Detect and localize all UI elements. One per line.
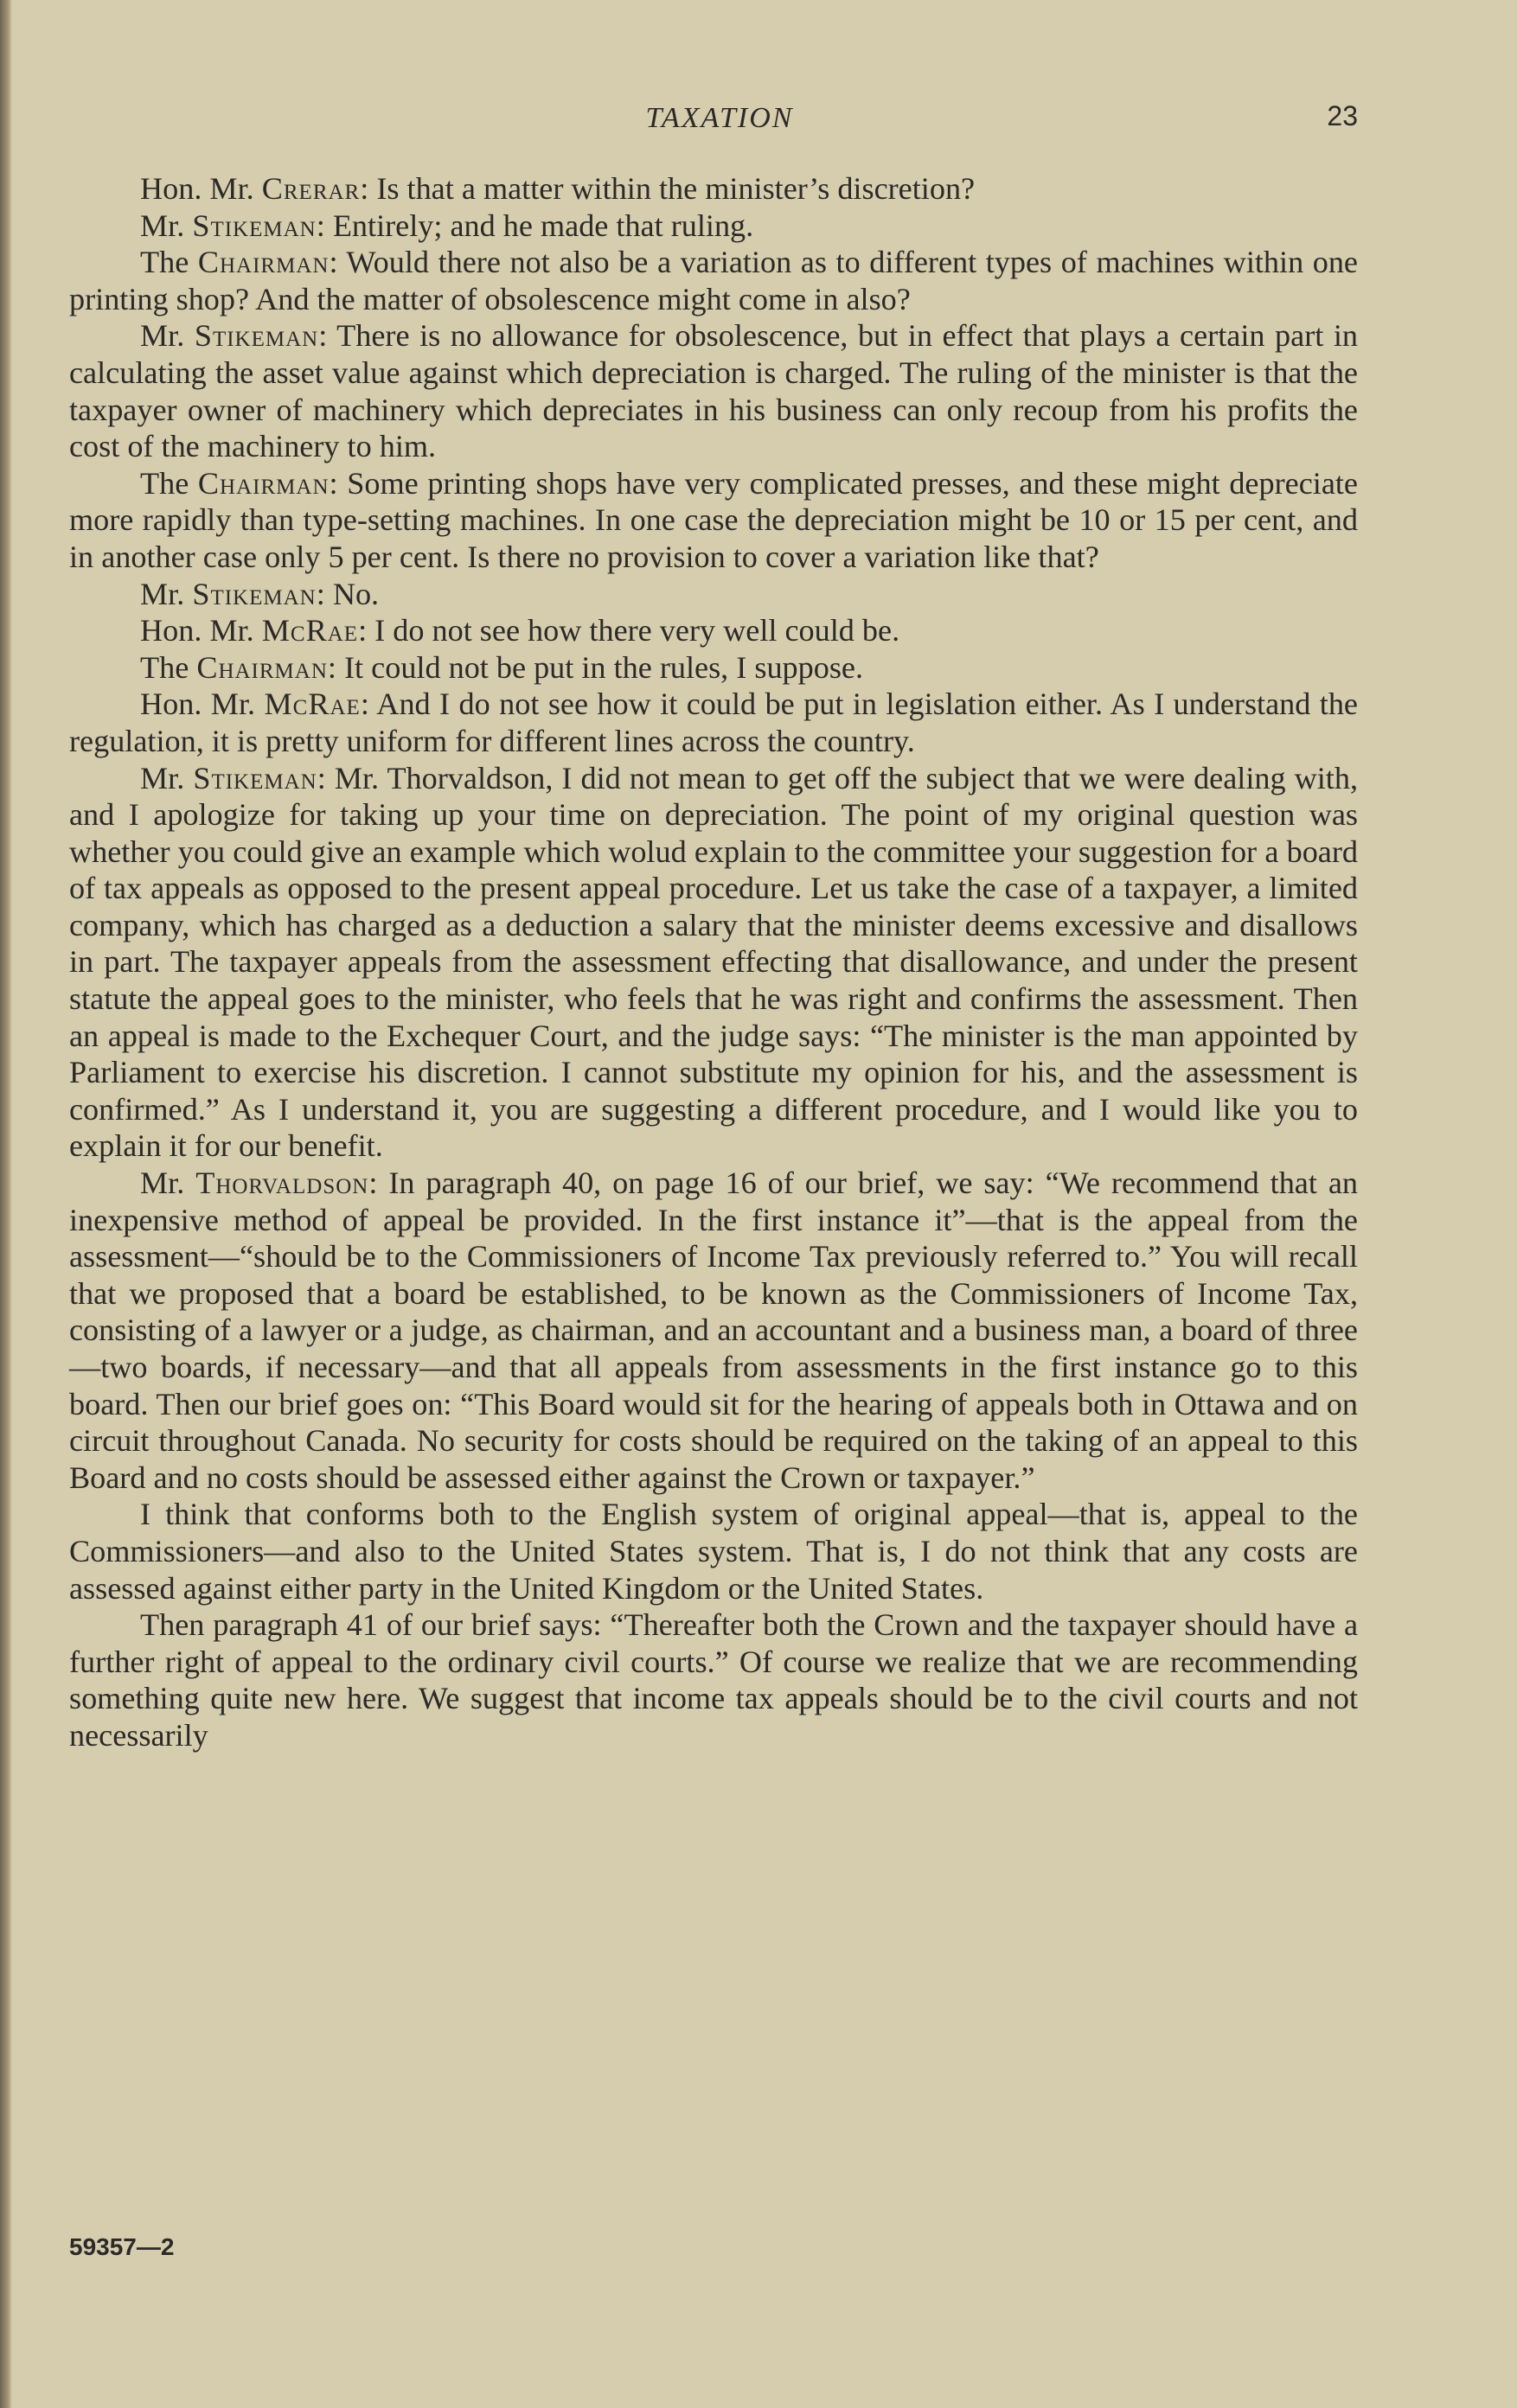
speaker-prefix: Mr. [140,576,193,611]
paragraph-text: : Entirely; and he made that ruling. [316,208,754,243]
speaker-prefix: Mr. [140,1166,196,1201]
paragraph-text: : Would there not also be a variation as to different types of machines within one printing shop? And the matter of obsolescence might come in also? [69,245,1358,316]
paragraph-text: : In paragraph 40, on page 16 of our brief, we say: “We recommend that an inexpensive method of appeal be provided. In the first instance it”—that is the appeal from the assessment—“should be to the Commissioners of Income Tax previously referred to.” You will recall that we proposed that a board be established, to be known as the Commissioners of Income Tax, consisting of a lawyer or a judge, as chairman, and an accountant and a business man, a board of three—two boards, if necessary—and that all appeals from assessments in the first instance go to this board. Then our brief goes on: “This Board would sit for the hearing of appeals both in Ottawa and on circuit throughout Canada. No security for costs should be required on the taking of an appeal to this Board and no costs should be assessed either against the Crown or taxpayer.” [69,1166,1358,1495]
paragraph [69,317,1358,464]
speaker-prefix: Mr. [140,208,193,243]
speaker-name: Stikeman [192,208,317,243]
paragraph [69,244,1358,317]
speaker-prefix: Hon. Mr. [140,171,262,206]
speaker-name: Chairman [197,245,330,280]
paragraph [69,649,1358,687]
paragraph [69,612,1358,649]
paragraph-text: Then paragraph 41 of our brief says: “Thereafter both the Crown and the taxpayer should have a further right of appeal to the ordinary civil courts.” Of course we realize that we are recommending something quite new here. We suggest that income tax appeals should be to the civil courts and not necessarily [69,1607,1358,1753]
paragraph-text: : Mr. Thorvaldson, I did not mean to get off the subject that we were dealing with, and I apologize for taking up your time on depreciation. The point of my original question was whether you could give an example which wolud explain to the committee your suggestion for a board of tax appeals as opposed to the present appeal procedure. Let us take the case of a taxpayer, a limited company, which has charged as a deduction a salary that the minister deems excessive and disallows in part. The taxpayer appeals from the assessment effecting that disallowance, and under the present statute the appeal goes to the minister, who feels that he was right and confirms the assessment. Then an appeal is made to the Exchequer Court, and the judge says: “The minister is the man appointed by Parliament to exercise his discretion. I cannot substitute my opinion for his, and the assessment is confirmed.” As I understand it, you are suggesting a different procedure, and I would like you to explain it for our benefit. [69,760,1358,1164]
paragraph-text: : No. [316,576,380,611]
paragraph-text: I think that conforms both to the English system of original appeal—that is, appeal to the Commissioners—and also to the United States system. That is, I do not think that any costs are assessed against either party in the United Kingdom or the United States. [69,1497,1358,1606]
speaker-name: McRae [261,613,359,648]
paragraph [69,760,1358,1166]
page-number: 23 [1327,100,1358,131]
speaker-name: Thorvaldson [195,1166,369,1201]
speaker-prefix: The [140,245,198,280]
speaker-prefix: The [140,649,197,685]
speaker-name: Stikeman [192,576,317,611]
paragraph-text: : I do not see how there very well could be. [358,613,900,648]
speaker-name: Stikeman [194,318,319,354]
speaker-prefix: Hon. Mr. [140,613,262,648]
speaker-prefix: Hon. Mr. [140,687,265,722]
speaker-prefix: The [140,465,198,501]
speaker-name: Chairman [197,465,330,501]
signature-mark: 59357—2 [69,2233,175,2260]
paragraph-text: : There is no allowance for obsolescence, but in effect that plays a certain part in calculating the asset value against which depreciation is charged. The ruling of the minister is that the taxpayer owner of machinery which depreciates in his business can only recoup from his profits the cost of the machinery to him. [69,318,1358,464]
paragraph [69,1496,1358,1606]
paragraph [69,1606,1358,1753]
speaker-name: Stikeman [193,760,317,795]
paragraph [69,170,1358,208]
paragraph [69,1165,1358,1496]
speaker-name: Crerar [261,171,361,206]
binding-shadow [0,0,12,2408]
speaker-name: Chairman [196,649,328,685]
speaker-prefix: Mr. [140,760,194,795]
body-text [69,170,1358,1754]
paragraph [69,576,1358,613]
running-title: TAXATION [645,102,794,134]
speaker-prefix: Mr. [140,318,195,354]
paragraph [69,686,1358,759]
paragraph-text: : Some printing shops have very complicated presses, and these might depreciate more rapidly than type-setting machines. In one case the depreciation might be 10 or 15 per cent, and in another case only 5 per cent. Is there no provision to cover a variation like that? [69,465,1358,574]
paragraph [69,465,1358,576]
paragraph [69,208,1358,245]
paragraph-text: : And I do not see how it could be put in legislation either. As I understand the regulation, it is pretty uniform for different lines across the country. [69,687,1358,758]
speaker-name: McRae [264,687,361,722]
paragraph-text: : It could not be put in the rules, I suppose. [327,649,864,685]
paragraph-text: : Is that a matter within the minister’s discretion? [360,171,976,206]
